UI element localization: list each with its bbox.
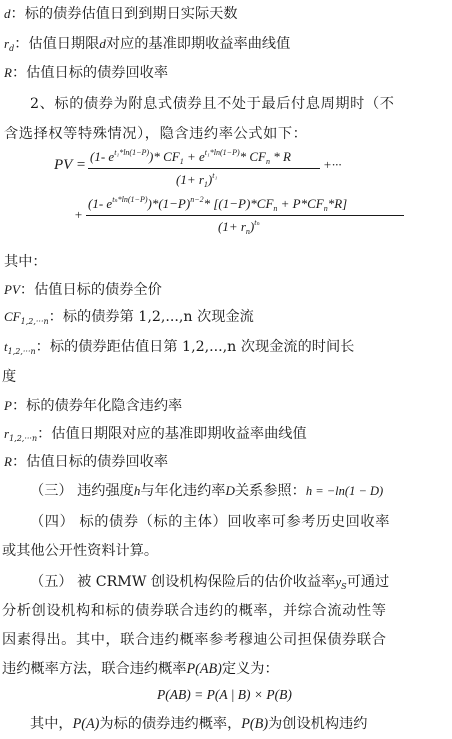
def-rd-text: ：估值日期限 [14,36,100,52]
symbol-rn: r [4,426,10,441]
formula-row2-bar [86,215,404,216]
symbol-t: t [4,339,8,354]
item5-line5 [30,714,367,734]
symbol-pab: P(AB) [186,661,222,677]
def-t-cont: 度 [2,369,17,385]
formula-row2-denominator: $(1+ r_n)^{t_n}$ [218,218,260,236]
item3-suffix: 关系参照： [234,483,306,499]
symbol-d: d [4,6,11,21]
symbol-cf-sub: 1,2,···n [20,317,49,326]
item5-line4-a: 违约概率方法，联合违约概率 [2,661,187,677]
para2-line2: 含选择权等特殊情况），隐含违约率公式如下： [4,126,308,142]
where-label: 其中： [4,254,47,270]
symbol-R2: R [4,454,12,469]
def-rd [4,34,290,59]
symbol-pb: P(B) [241,716,269,732]
symbol-t-sub: 1,2,···n [7,347,36,356]
item5-line5-b: 为标的债券违约概率， [99,716,242,732]
symbol-R: R [4,65,12,80]
def-pv [4,280,162,300]
formula-row2-numerator: (1- $e^{t_n*ln(1-P)})*(1-P)^{n-2}*$ $[(1-P)*CF_n + P*CF_n*R]$ [88,195,348,213]
symbol-cf: CF [4,309,21,324]
formula-row2-plus: + [74,207,83,222]
symbol-ys: y [335,574,342,589]
item3-formula: h = −ln(1 − D) [305,484,384,498]
def-R-text: ：估值日标的债券回收率 [11,65,169,81]
formula-lhs: PV = [54,157,86,173]
symbol-h: h [133,483,141,498]
item4-line2: 或其他公开性资料计算。 [2,543,159,559]
def-t [4,337,354,362]
formula-row1-numerator: (1- $e^{t_1*ln(1-P)})*$ $CF_1 + e^{t_1*ln(1-P)}*$ $CF_n$ * R [90,148,291,166]
def-p-text: ：标的债券年化隐含违约率 [11,398,183,414]
item3-prefix: （三） 违约强度 [30,483,134,499]
symbol-D: D [225,483,235,498]
def-rn [4,424,307,449]
joint-formula: P(AB) = P(A | B) × P(B) [157,687,292,702]
def-p [4,396,182,416]
item5-line1-a: （五） 被 CRMW 创设机构保险后的估价收益率 [30,574,336,590]
def-R2-text: ：估值日标的债券回收率 [11,454,169,470]
item3-mid: 与年化违约率 [140,483,226,499]
def-cf [4,307,254,332]
symbol-ys-sub: S [341,582,347,591]
symbol-r: r [4,36,10,51]
formula-row1-tail: +··· [323,157,342,172]
symbol-rn-sub: 1,2,···n [9,434,38,443]
item5-line1 [30,572,389,597]
def-d [4,4,238,24]
item4-line1: （四） 标的债券（标的主体）回收率可参考历史回收率 [30,514,391,530]
symbol-pv: PV [4,282,20,297]
def-R [4,63,168,83]
item5-line4-b: 定义为： [221,661,279,677]
symbol-pa: P(A) [72,716,100,732]
item3 [30,481,383,501]
def-d-text: ：标的债券估值日到到期日实际天数 [10,6,238,22]
item5-line2: 分析创设机构和标的债券联合违约的概率，并综合流动性等 [2,603,387,619]
def-rn-text: ：估值日期限对应的基准即期收益率曲线值 [37,426,307,442]
formula-row1-bar [88,168,320,169]
item5-line1-b: 可通过 [346,574,390,590]
symbol-r-sub: d [9,44,15,53]
symbol-d-inline: d [99,36,106,51]
item5-line4 [2,659,279,679]
def-rd-text2: 对应的基准即期收益率曲线值 [105,36,291,52]
def-t-text: ：标的债券距估值日第 1,2,...,n 次现金流的时间长 [35,339,355,355]
def-pv-text: ：估值日标的债券全价 [19,282,162,298]
formula-row1-denominator: $(1+ r_1)^{t_1}$ [176,171,218,189]
para2-line1: 2、标的债券为附息式债券且不处于最后付息周期时（不 [30,96,395,112]
symbol-p: P [4,398,12,413]
item5-line5-a: 其中， [30,716,73,732]
def-R2 [4,452,168,472]
item5-line3: 因素得出。其中，联合违约概率参考穆迪公司担保债券联合 [2,632,387,648]
item5-line5-c: 为创设机构违约 [268,716,368,732]
def-cf-text: ：标的债券第 1,2,...,n 次现金流 [48,309,254,325]
